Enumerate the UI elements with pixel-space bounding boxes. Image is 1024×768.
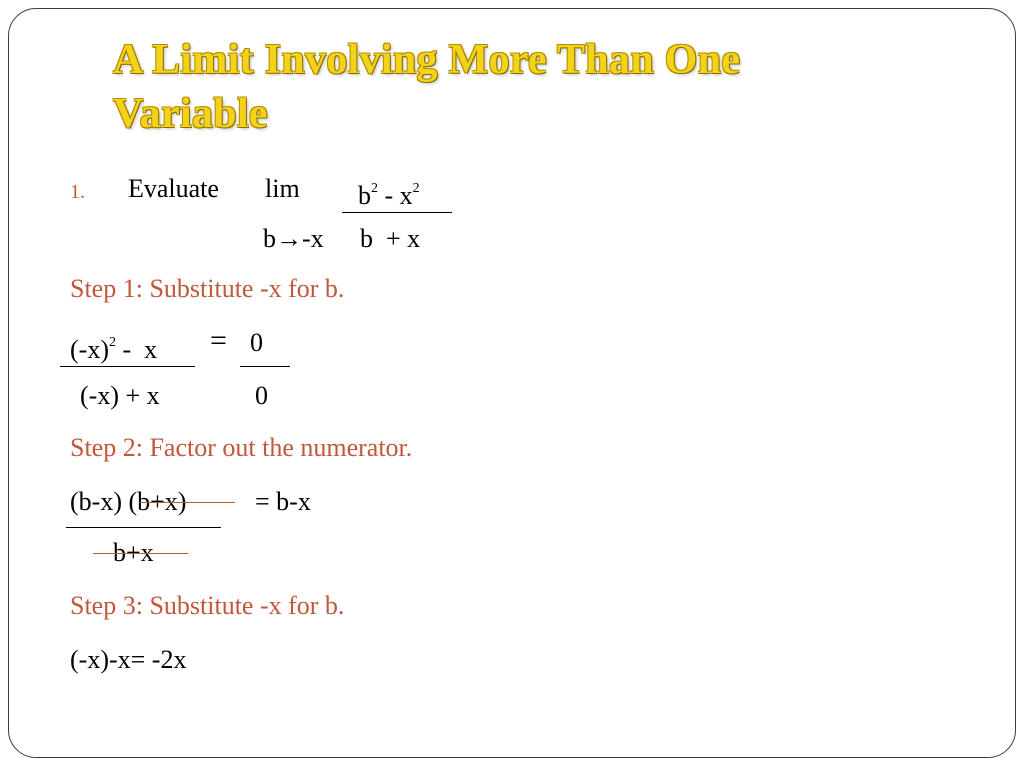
- list-number: 1.: [70, 181, 85, 203]
- step1-result-denominator: 0: [255, 381, 268, 410]
- lim-label: lim: [265, 174, 300, 203]
- step1-numerator: [70, 328, 157, 365]
- limit-numerator: [358, 174, 420, 211]
- step2-result: = b-x: [255, 487, 311, 516]
- limit-denominator: b + x: [360, 224, 421, 253]
- step1-heading: Step 1: Substitute -x for b.: [70, 274, 345, 303]
- step1-num-rest: - x: [122, 335, 158, 364]
- limit-num-exp1: 2: [371, 181, 378, 196]
- step2-denominator: b+x: [113, 538, 154, 567]
- step2-numerator: (b-x) (b+x): [70, 487, 187, 516]
- limit-subscript: b→-x: [263, 224, 324, 253]
- evaluate-label: Evaluate: [128, 174, 219, 203]
- step2-cancel-line-top: [140, 502, 235, 503]
- step2-fraction-bar: [66, 527, 221, 528]
- step1-num-base: (-x): [70, 335, 109, 364]
- limit-num-exp2: 2: [412, 181, 420, 196]
- step1-denominator: (-x) + x: [80, 381, 160, 410]
- step1-equals: =: [210, 324, 227, 357]
- step3-result: (-x)-x= -2x: [70, 645, 187, 674]
- slide-title: A Limit Involving More Than One Variable: [113, 37, 741, 137]
- step2-heading: Step 2: Factor out the numerator.: [70, 433, 413, 462]
- step3-heading: Step 3: Substitute -x for b.: [70, 591, 345, 620]
- step1-num-exp: 2: [108, 335, 116, 350]
- limit-num-base: b: [358, 181, 371, 210]
- step1-fraction-bar: [60, 366, 195, 367]
- limit-fraction-bar: [342, 212, 452, 213]
- step2-cancel-line-bottom: [93, 553, 188, 554]
- step1-result-numerator: 0: [250, 328, 263, 357]
- step1-result-fraction-bar: [240, 366, 290, 367]
- limit-num-mid: - x: [384, 181, 413, 210]
